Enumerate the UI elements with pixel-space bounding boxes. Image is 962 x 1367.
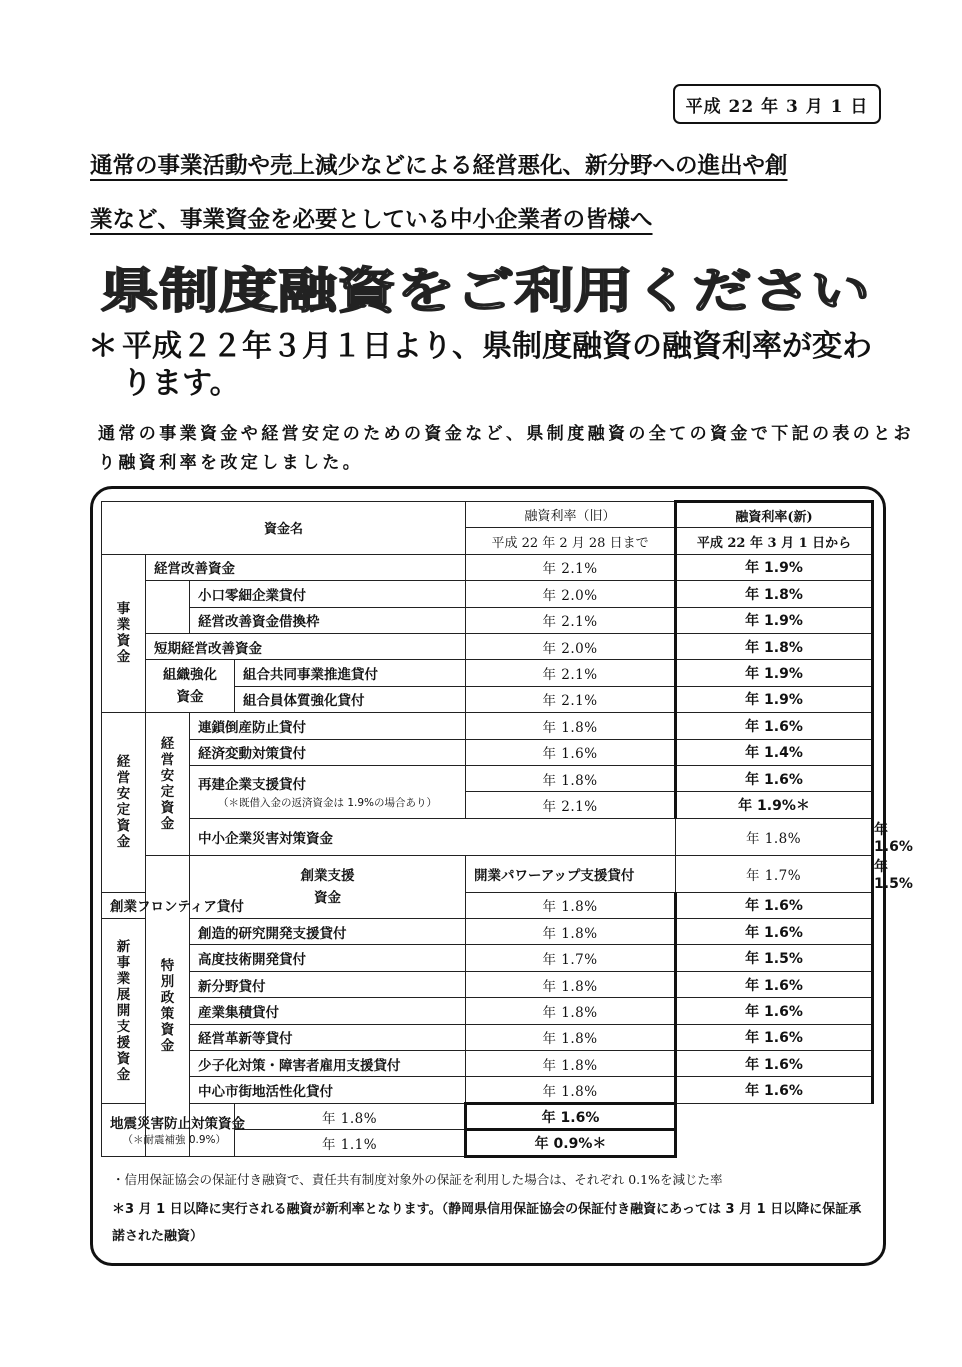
table-row [102,971,873,997]
group-keiei-antei-inner [146,713,190,856]
header-new-sub: 平成 22 年 3 月 1 日から [676,528,873,554]
fund-name: 高度技術開発貸付 [190,945,466,971]
fund-name: 小口零細企業貸付 [190,581,466,607]
table-row [102,607,873,633]
old-rate: 年 1.8% [466,1024,676,1050]
new-rate: 年 1.8% [676,633,873,659]
group-sogyo-label: 創業支援資金 [300,867,355,906]
table-row [102,1103,873,1129]
old-rate: 年 1.8% [676,818,873,855]
old-rate: 年 1.8% [235,1103,466,1129]
new-rate: 年 1.6% [676,1051,873,1077]
lead-line-1: 通常の事業活動や売上減少などによる経営悪化、新分野への進出や創 [90,153,788,179]
new-rate: 年 1.4% [676,739,873,765]
new-rate: 年 1.6% [676,1024,873,1050]
fund-name: 地震災害防止対策資金 [110,1116,245,1133]
fund-name: 創造的研究開発支援貸付 [190,919,466,945]
old-rate: 年 1.8% [466,892,676,918]
table-row [102,739,873,765]
table-row [102,581,873,607]
header-fund-name: 資金名 [102,502,466,555]
old-rate: 年 2.1% [466,792,676,818]
old-rate: 年 2.1% [466,686,676,712]
fund-name: 創業フロンティア貸付 [102,892,146,918]
table-row [102,765,873,791]
new-rate: 年 1.9%＊ [676,792,873,818]
fund-name: 組合共同事業推進貸付 [235,660,466,686]
table-row: 中小企業災害対策資金 年 1.8% 年 1.6% [102,818,873,855]
group-soshiki-label: 組織強化資金 [163,667,217,706]
new-rate: 年 1.9% [676,686,873,712]
fund-name: 新分野貸付 [190,971,466,997]
fund-name: 短期経営改善資金 [146,633,466,659]
fund-name: 中小企業災害対策資金 [190,818,676,855]
table-row [102,660,873,686]
new-rate: 年 1.6% [676,892,873,918]
fund-name: 少子化対策・障害者雇用支援貸付 [190,1051,466,1077]
new-rate: 年 1.5% [676,945,873,971]
fund-note: （＊既借入金の返済資金は 1.9%の場合あり） [218,797,438,810]
new-rate: 年 1.9% [676,660,873,686]
header-old-title: 融資利率（旧） [466,502,676,528]
fund-name: 経営改善資金借換枠 [190,607,466,633]
table-row [102,713,873,739]
old-rate: 年 1.8% [466,919,676,945]
notice-asterisk: ＊ [88,329,118,364]
group-jigyo-label: 事業資金 [116,601,131,666]
old-rate: 年 2.0% [466,633,676,659]
table-row [102,1024,873,1050]
old-rate: 年 1.8% [466,765,676,791]
header-new-title: 融資利率(新) [676,502,873,528]
group-tokubetsu-label: 特別政策資金 [160,957,175,1054]
table-row [102,633,873,659]
table-row [102,554,873,580]
group-soshiki [146,660,235,713]
new-rate: 年 1.6% [676,998,873,1024]
fund-name: 開業パワーアップ支援貸付 [466,855,676,892]
table-row [102,1051,873,1077]
fund-name: 組合員体質強化貸付 [235,686,466,712]
new-rate: 年 1.8% [676,581,873,607]
old-rate: 年 1.6% [466,739,676,765]
fund-name: 連鎖倒産防止貸付 [190,713,466,739]
footnote-2: ＊3 月 1 日以降に実行される融資が新利率となります。（静岡県信用保証協会の保証付き融資にあっては 3 月 1 日以降に保証承諾された融資） [112,1202,862,1244]
lead-line-2: 業など、事業資金を必要としている中小企業者の皆様へ [90,207,653,233]
table-header-row [102,502,873,528]
fund-name-cell [190,765,466,818]
headline-banner [100,263,880,319]
table-row: 特別政策資金 創業支援資金 開業パワーアップ支援貸付 年 1.7% 年 1.5% [102,855,873,892]
table-row [102,1077,873,1103]
notice-text: 平成２２年３月１日より、県制度融資の融資利率が変わります。 [122,329,872,401]
indent-cell [146,607,190,633]
group-shinjigyo-label: 新事業展開支援資金 [116,938,131,1083]
new-rate: 年 1.9% [676,607,873,633]
old-rate: 年 2.1% [466,554,676,580]
old-rate: 年 1.8% [466,1051,676,1077]
group-keiei-antei-label: 経営安定資金 [116,754,131,851]
table-row [102,998,873,1024]
fund-name: 産業集積貸付 [190,998,466,1024]
new-rate: 年 1.6% [676,713,873,739]
group-keiei-antei [102,713,146,893]
table-row [102,945,873,971]
new-rate: 年 0.9%＊ [466,1130,676,1156]
footnote-1: ・信用保証協会の保証付き融資で、責任共有制度対象外の保証を利用した場合は、それぞれ 0.1%を減じた率 [112,1172,723,1187]
group-shinjigyo [102,919,146,1104]
old-rate: 年 2.1% [466,607,676,633]
group-keiei-antei-inner-label: 経営安定資金 [160,735,175,832]
new-rate: 年 1.6% [466,1103,676,1129]
old-rate: 年 1.8% [466,998,676,1024]
old-rate: 年 1.8% [466,971,676,997]
issue-date: 平成 22 年 3 月 1 日 [685,96,869,117]
old-rate: 年 1.1% [235,1130,466,1156]
new-rate: 年 1.6% [676,765,873,791]
old-rate: 年 1.7% [676,855,873,892]
new-rate: 年 1.6% [676,971,873,997]
fund-name-cell [102,1103,245,1156]
headline-text: 県制度融資をご利用ください [100,263,870,319]
old-rate: 年 2.0% [466,581,676,607]
indent-cell [146,581,190,607]
header-old-sub: 平成 22 年 2 月 28 日まで [466,528,676,554]
intro-paragraph: 通常の事業資金や経営安定のための資金など、県制度融資の全ての資金で下記の表のとおり融資利率を改定しました。 [98,424,914,473]
fund-name: 経営改善資金 [146,554,466,580]
rate-table [101,500,913,1158]
notice [88,328,888,402]
new-rate: 年 1.6% [676,1077,873,1103]
table-row [102,919,873,945]
fund-note: （＊耐震補強 0.9%） [122,1134,226,1147]
new-rate: 年 1.6% [676,919,873,945]
fund-name: 再建企業支援貸付 [198,777,306,794]
old-rate: 年 1.8% [466,1077,676,1103]
fund-name: 経済変動対策貸付 [190,739,466,765]
old-rate: 年 2.1% [466,660,676,686]
date-box [673,84,881,124]
fund-name: 経営革新等貸付 [190,1024,466,1050]
old-rate: 年 1.7% [466,945,676,971]
new-rate: 年 1.9% [676,554,873,580]
group-jigyo [102,554,146,712]
old-rate: 年 1.8% [466,713,676,739]
fund-name: 中心市街地活性化貸付 [190,1077,466,1103]
